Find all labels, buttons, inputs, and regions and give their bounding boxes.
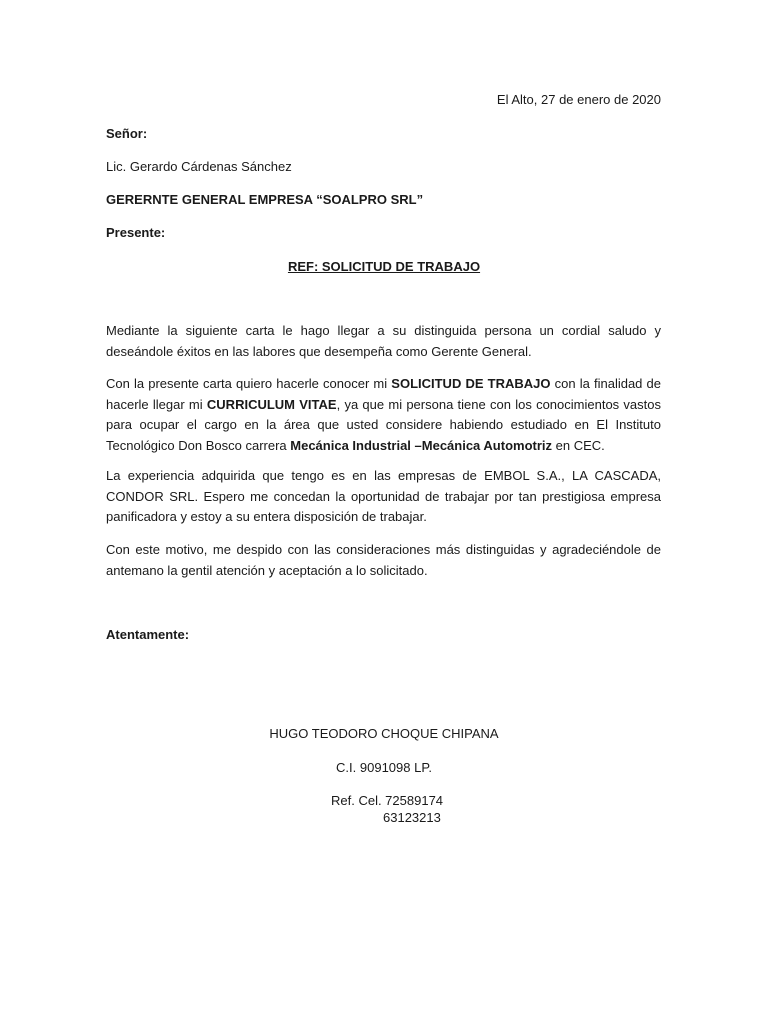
signature-phone-2: 63123213 xyxy=(383,810,441,825)
letter-date: El Alto, 27 de enero de 2020 xyxy=(496,92,661,107)
paragraph-request-text-1: Con la presente carta quiero hacerle conocer mi xyxy=(106,376,392,391)
paragraph-farewell: Con este motivo, me despido con las consideraciones más distinguidas y agradeciéndole de antemano la gentil atención y aceptación a lo solicitado. xyxy=(106,542,661,578)
signature-id: C.I. 9091098 LP. xyxy=(336,760,432,775)
signature-name: HUGO TEODORO CHOQUE CHIPANA xyxy=(269,726,499,741)
paragraph-request-text-3: , ya que mi persona tiene con los conocimientos vastos para ocupar el cargo en la área que usted considere habiendo estudiado en El Instituto Tecnológico Don Bosco carrera xyxy=(106,396,661,453)
paragraph-request-bold-3: Mecánica Industrial –Mecánica Automotriz xyxy=(290,437,553,453)
paragraph-request-text-4: en CEC. xyxy=(552,437,605,453)
closing-line: Atentamente: xyxy=(106,627,190,642)
salutation: Señor: xyxy=(106,126,148,141)
addressee-name: Lic. Gerardo Cárdenas Sánchez xyxy=(106,159,292,174)
paragraph-request-bold-2: CURRICULUM VITAE xyxy=(206,396,337,412)
paragraph-experience: La experiencia adquirida que tengo es en las empresas de EMBOL S.A., LA CASCADA, CONDOR SRL. Espero me concedan la oportunidad de trabajar por tan prestigiosa empresa panificadora y estoy a su entera disposición de trabajar. xyxy=(106,468,661,524)
paragraph-request xyxy=(106,374,661,456)
signature-phone: Ref. Cel. 72589174 xyxy=(331,793,444,808)
company-line: GERERNTE GENERAL EMPRESA “SOALPRO SRL” xyxy=(106,192,424,207)
presente-line: Presente: xyxy=(106,225,166,240)
reference-title: REF: SOLICITUD DE TRABAJO xyxy=(287,259,481,274)
paragraph-greeting: Mediante la siguiente carta le hago llegar a su distinguida persona un cordial saludo y deseándole éxitos en las labores que desempeña como Gerente General. xyxy=(106,323,661,359)
paragraph-request-bold-1: SOLICITUD DE TRABAJO xyxy=(391,376,551,391)
paragraph-request-text-2: con la finalidad de hacerle llegar mi xyxy=(106,376,662,412)
